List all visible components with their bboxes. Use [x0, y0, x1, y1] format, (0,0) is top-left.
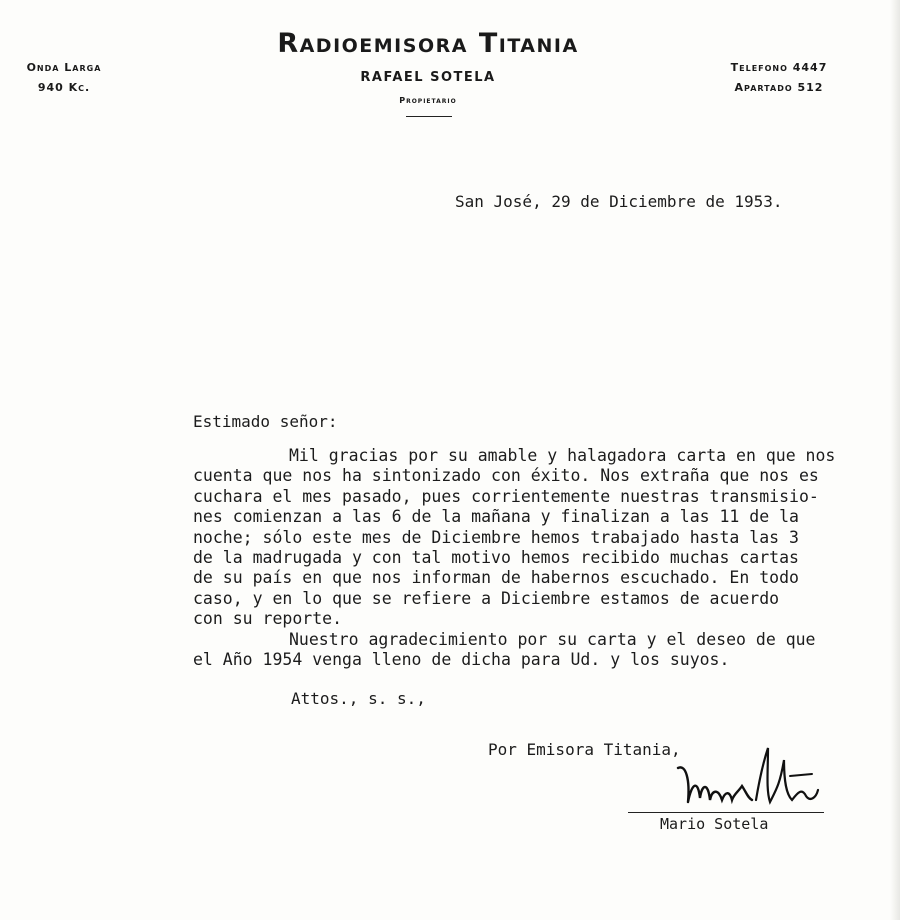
- telephone-label: Telefono 4447: [730, 61, 828, 74]
- frequency-label: 940 Kc.: [37, 81, 91, 94]
- owner-name: RAFAEL SOTELA: [360, 70, 496, 85]
- body-line: cuenta que nos ha sintonizado con éxito. Nos extraña que nos es: [193, 466, 819, 486]
- station-name-heading: Radioemisora Titania: [277, 28, 579, 59]
- body-line: con su reporte.: [193, 609, 343, 629]
- body-paragraph-2: [193, 630, 816, 671]
- signature-line: [628, 812, 824, 813]
- band-label: Onda Larga: [26, 61, 102, 74]
- handwritten-signature: [672, 740, 832, 820]
- closing-formula: Attos., s. s.,: [291, 689, 426, 708]
- body-line: de su país en que nos informan de habernos escuchado. En todo: [193, 568, 799, 588]
- body-line: Nuestro agradecimiento por su carta y el deseo de que: [289, 630, 816, 649]
- body-line: noche; sólo este mes de Diciembre hemos trabajado hasta las 3: [193, 527, 799, 547]
- page-edge-shadow: [890, 0, 900, 920]
- body-paragraph-1: [193, 446, 835, 630]
- body-line: cuchara el mes pasado, pues corrientemente nuestras transmisio-: [193, 486, 819, 506]
- body-line: nes comienzan a las 6 de la mañana y finalizan a las 11 de la: [193, 507, 799, 527]
- signature-organization: Por Emisora Titania,: [488, 740, 681, 759]
- po-box-label: Apartado 512: [734, 81, 824, 94]
- owner-role: Propietario: [399, 96, 457, 105]
- letterhead-contact-info: [718, 58, 840, 98]
- salutation: Estimado señor:: [193, 412, 338, 431]
- signer-name: Mario Sotela: [660, 815, 769, 833]
- body-line: el Año 1954 venga lleno de dicha para Ud. y los suyos.: [193, 650, 730, 670]
- letter-date: San José, 29 de Diciembre de 1953.: [455, 192, 783, 211]
- letterhead-band-info: [18, 58, 110, 98]
- letterhead-divider: [406, 116, 452, 117]
- body-line: de la madrugada y con tal motivo hemos recibido muchas cartas: [193, 548, 799, 568]
- body-line: Mil gracias por su amable y halagadora carta en que nos: [289, 446, 836, 465]
- body-line: caso, y en lo que se refiere a Diciembre estamos de acuerdo: [193, 588, 780, 608]
